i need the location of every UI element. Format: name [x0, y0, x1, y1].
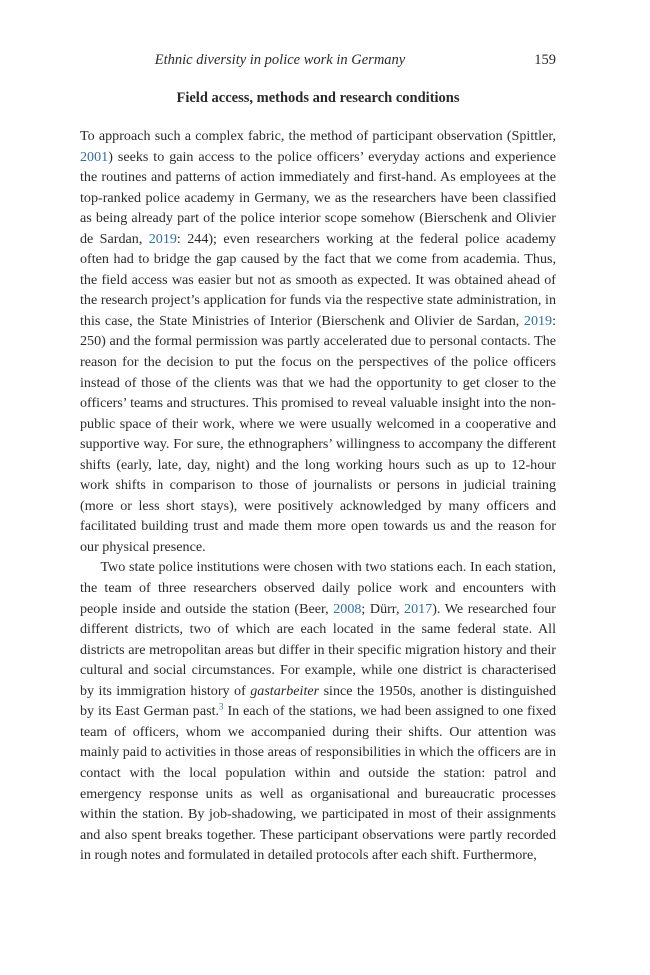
text-run: ) seeks to gain access to the police officers’ everyday actions and experience the routines and patterns of action immediately and first-hand. As employees at the top-ranked police academy in Germany, we as the researchers have been classified as being already part of the police interior scope somehow (Bierschenk and Olivier de Sardan, — [80, 148, 556, 247]
citation-link[interactable]: 2017 — [404, 600, 433, 617]
text-run: : 250) and the formal permission was partly accelerated due to personal contacts. The reason for the decision to put the focus on the perspectives of the police officers instead of those of the clients was that we had the opportunity to get closer to the officers’ teams and structures. This promised to reveal valuable insight into the non-public space of their work, where we were usually welcomed in a cooperative and supportive way. For sure, the ethnographers’ willingness to accompany the different shifts (early, late, day, night) and the long working hours such as up to 12-hour work shifts in comparison to those of journalists or persons in judicial training (more or less short stays), were positively acknowledged by many officers and facilitated building trust and made them more open towards us and the reason for our physical presence. — [80, 312, 556, 555]
section-heading: Field access, methods and research conditions — [176, 90, 460, 106]
body-text — [80, 126, 556, 866]
text-run: To approach such a complex fabric, the method of participant observation (Spittler, — [80, 128, 556, 144]
text-run: : 244); even researchers working at the federal police academy often had to bridge the gap caused by the fact that we come from academia. Thus, the field access was easier but not as smooth as expected. It was obtained ahead of the research project’s application for funds via the respective state administration, in this case, the State Ministries of Interior (Bierschenk and Olivier de Sardan, — [80, 230, 556, 329]
text-run: since the 1950s, another is distinguished by its East German past. — [80, 682, 556, 720]
running-title: Ethnic diversity in police work in Germany — [154, 52, 406, 68]
text-run: ; Dürr, — [361, 600, 405, 617]
italic-term: gastarbeiter — [250, 682, 320, 699]
text-run: In each of the stations, we had been assigned to one fixed team of officers, whom we accompanied during their shifts. Our attention was mainly paid to activities in those areas of responsibilities in which the officers are in contact with the local population within and outside the station: patrol and emergency response units as well as organisational and bureaucratic processes within the station. By job-shadowing, we participated in most of their assignments and also spent breaks together. These participant observations were partly recorded in rough notes and formulated in detailed protocols after each shift. Furthermore, — [80, 703, 557, 864]
text-run: Two state police institutions were chosen with two stations each. In each station, the team of three researchers observed daily police work and encounters with people inside and outside the station (Beer, — [80, 559, 556, 617]
paragraph-1 — [80, 126, 556, 557]
paragraph-2 — [80, 557, 556, 865]
citation-link[interactable]: 2019 — [148, 230, 177, 247]
citation-link[interactable]: 2008 — [333, 600, 362, 617]
citation-link[interactable]: 2001 — [80, 148, 109, 165]
text-run: ). We researched four different districts, two of which are each located in the same federal state. All districts are metropolitan areas but differ in their specific migration history and their cultural and social circumstances. For example, while one district is characterised by its immigration history of — [80, 600, 556, 699]
footnote-marker[interactable]: 3 — [219, 701, 224, 712]
running-head — [80, 50, 556, 70]
citation-link[interactable]: 2019 — [523, 312, 553, 329]
page-number: 159 — [534, 52, 556, 68]
